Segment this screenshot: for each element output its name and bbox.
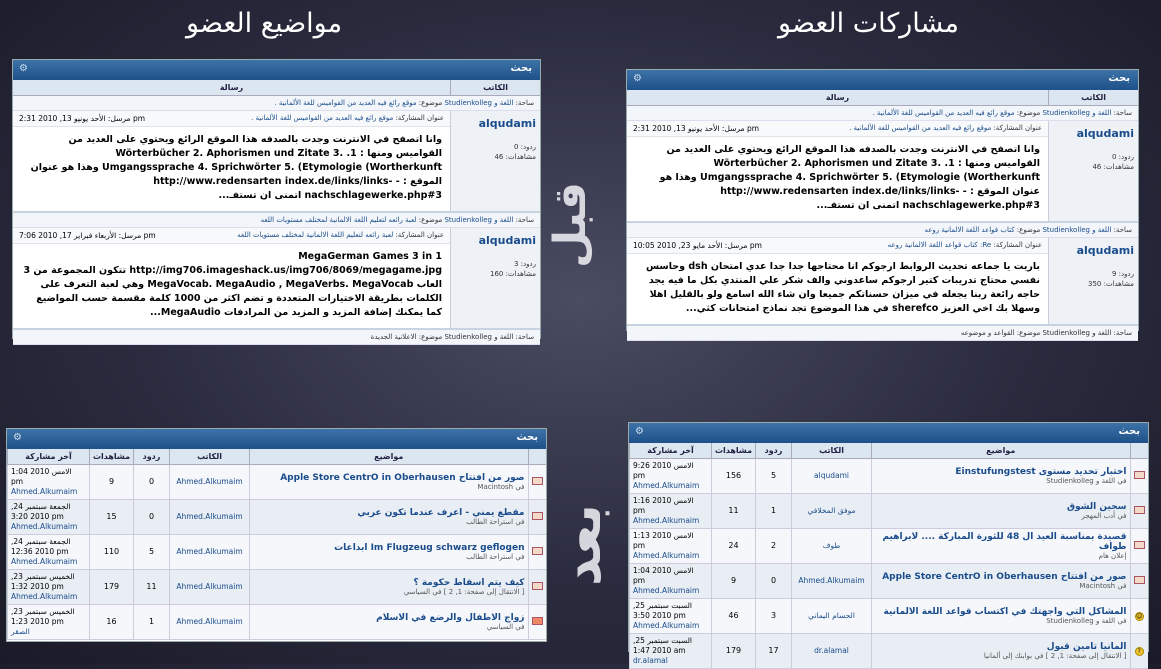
topic-cell [250,464,529,499]
posts-panel-right [626,69,1139,337]
replies-count: 1 [134,604,170,639]
table-header: الكاتب [170,449,250,464]
envelope-icon [1134,471,1145,479]
topic-icon-cell [528,569,546,604]
crumb-subject-link[interactable]: كتاب قواعد اللغة الالمانية روعه [924,226,1015,234]
last-post-date: السبت سبتمبر 25, 2010 1:47 am [633,635,692,655]
post-body [13,228,450,328]
post-meta [13,111,450,127]
topic-title-link[interactable]: المانيا تامين قبول [1046,641,1127,652]
replies-count: ردود: 3 [513,260,536,268]
views-count: 156 [712,458,756,493]
last-post-user-link[interactable]: Ahmed.Alkumaim [633,515,700,525]
col-message: رسالة [219,83,244,92]
post-crumb [13,213,540,228]
topic-author-link[interactable]: Ahmed.Alkumaim [170,534,250,569]
crumb-subject-label: موضوع: [1016,226,1041,234]
table-header: مشاهدات [712,443,756,458]
author-link[interactable]: alqudami [1076,244,1134,257]
post-author-cell [1048,238,1138,324]
topic-icon-cell [1130,528,1148,563]
post-title-link[interactable]: لعبة رائعه لتعليم اللغة الالمانية لمختلف مستويات اللغه [237,231,394,239]
crumb-subject-label: موضوع: [1016,109,1041,117]
crumb-prefix: ساحة: [1113,226,1132,234]
post-title-label: عنوان المشاركة: [993,241,1042,249]
topic-icon-cell [1130,633,1148,668]
last-post-date: الامس 2010 1:13 pm [633,530,694,550]
views-count: 110 [90,534,134,569]
replies-count: 0 [756,563,792,598]
last-post-user-link[interactable]: dr.alamal [633,655,668,665]
last-post-date: الخميس سبتمبر 23, 2010 1:23 pm [11,606,75,626]
crumb-subject-link[interactable]: موقع رائع فيه العديد من القواميس للغة الألمانية . [274,99,417,107]
panel-title: بحث [1108,73,1130,84]
topic-forum: [ الانتقال إلى صفحة: 1, 2 ] في السياسي [403,587,525,596]
views-count: مشاهدات: 46 [1092,163,1134,171]
post-crumb [627,223,1138,238]
author-link[interactable]: alqudami [478,234,536,247]
table-header: ردود [134,449,170,464]
replies-count: 3 [756,598,792,633]
table-header [1130,443,1148,458]
topic-title-link[interactable]: صور من افتتاح Apple Store CentrO in Oberhausen [280,472,525,483]
envelope-icon [1134,576,1145,584]
table-row [630,493,1149,528]
replies-count: 0 [134,464,170,499]
topic-icon-cell [1130,493,1148,528]
topic-title-link[interactable]: كيف يتم اسقاط حكومة ؟ [413,577,525,588]
post-title-label: عنوان المشاركة: [395,114,444,122]
last-post-cell [630,563,712,598]
post-date: مرسل: الأربعاء فبراير 17, 2010 7:06 pm [19,231,156,240]
last-post-date: الامس 2010 1:04 pm [11,466,72,486]
topic-title-link[interactable]: المشاكل التي واجهتك في اكتساب قواعد اللغة الالمانية [883,606,1127,617]
crumb-subject-label: موضوع: [418,216,443,224]
table-header: مواضيع [250,449,529,464]
posts-panel-left [12,59,541,339]
replies-count: 17 [756,633,792,668]
panel-title: بحث [1118,426,1140,437]
before-label: قبل [545,181,596,269]
last-post-cell [8,464,90,499]
gear-icon[interactable]: ⚙ [19,63,28,74]
topic-cell [872,493,1131,528]
post-text: باريت يا جماعه تحديث الروابط ارجوكم انا محتاجها جدا جدا عدي امتحان dsh وحاسس نفسي محتاج تدريبات كتير ارجوكم ساعدوني والف شكر علي المنتدي بكل ما فيه يجد حاجه رائعة ربنا يجعله في ميزان حسناتكم جميعا وان شاء الله اسامع ولو بالقليل اهلا وسهلا بك اخي العزيز sherefco في هذا الموضوع تجد نماذج امتحانات كثي... [645,261,1040,314]
topic-cell [872,633,1131,668]
replies-count: 5 [134,534,170,569]
topic-forum: [ الانتقال إلى صفحة: 1, 2 ] في بوابتك إلى ألمانيا [983,651,1127,660]
topic-cell [250,534,529,569]
topic-cell [872,563,1131,598]
post-title-link[interactable]: موقع رائع فيه العديد من القواميس للغة الألمانية . [849,124,992,132]
topic-cell [250,569,529,604]
topic-forum: في استراحة الطالب [466,552,525,561]
envelope-icon [1134,541,1145,549]
post-crumb [627,106,1138,121]
post-meta [627,238,1048,254]
table-header: ردود [756,443,792,458]
table-header: مواضيع [872,443,1131,458]
post-date: مرسل: الأحد يونيو 13, 2010 2:31 pm [19,114,146,123]
topic-author-link[interactable]: alqudami [792,458,872,493]
post-body [627,121,1048,221]
col-author: الكاتب [450,80,540,95]
post-title-link[interactable]: موقع رائع فيه العديد من القواميس للغة الألمانية . [251,114,394,122]
last-post-cell [630,598,712,633]
envelope-icon [532,512,543,520]
last-post-user-link[interactable]: Ahmed.Alkumaim [11,556,78,566]
views-count: مشاهدات: 160 [490,270,536,278]
table-row [8,464,547,499]
topic-forum: في Macintosh [477,482,525,491]
topic-cell [872,528,1131,563]
columns-header [13,80,540,96]
gear-icon[interactable]: ⚙ [635,426,644,437]
topic-forum: في أدب المهجر [1081,511,1127,520]
last-post-user-link[interactable]: Ahmed.Alkumaim [11,591,78,601]
post-crumb [13,96,540,111]
crumb-forum-link[interactable]: اللغة و Studienkolleg [444,99,514,107]
topic-forum: في اللغة و Studienkolleg [1046,476,1127,485]
post [13,111,540,213]
topic-author-link[interactable]: Ahmed.Alkumaim [792,563,872,598]
topic-cell [872,598,1131,633]
topic-author-link[interactable]: الحسام اليماني [792,598,872,633]
views-count: 24 [712,528,756,563]
crumb-prefix: ساحة: [515,216,534,224]
envelope-icon [532,547,543,555]
last-post-user-link[interactable]: Ahmed.Alkumaim [633,585,700,595]
topic-title-link[interactable]: صور من افتتاح Apple Store CentrO in Oberhausen [882,571,1127,582]
panel-title: بحث [510,63,532,74]
envelope-icon [532,582,543,590]
topic-title-link[interactable]: اختبار تحديد مستوى Einstufungstest [955,466,1127,477]
topic-icon-cell [528,604,546,639]
topic-forum: إعلان هام [1098,551,1127,560]
columns-header [627,90,1138,106]
views-count: 179 [90,569,134,604]
footer-crumb: ساحة: اللغة و Studienkolleg موضوع: الاعلانية الجديدة [13,330,540,345]
last-post-user-link[interactable]: Ahmed.Alkumaim [633,620,700,630]
last-post-date: الامس 2010 9:26 pm [633,460,694,480]
replies-count: 1 [756,493,792,528]
crumb-forum-link[interactable]: اللغة و Studienkolleg [1042,109,1112,117]
post-text: وانا اتصفح في الانترنت وجدت بالصدفه هذا الموقع الرائع ويحتوي على العديد من القواميس ومنها : 1. Wörterbücher 2. Aphorismen und Zitate 3. Umgangssprache 4. Sprichwörter 5. (Etymologie (Wortherkunft وهذا هو عنوان الموقع : - http://www.redensarten index.de/links/links-nachschlagewerke.php#3 اتمنى ان تستفـ... [30,134,442,201]
post-stats [455,142,536,162]
crumb-prefix: ساحة: [1113,109,1132,117]
post-date: مرسل: الأحد يونيو 13, 2010 2:31 pm [633,124,760,133]
post-stats [1053,269,1134,289]
post-meta [627,121,1048,137]
topic-cell [872,458,1131,493]
topic-icon-cell [528,499,546,534]
topic-cell [250,604,529,639]
author-link[interactable]: alqudami [478,117,536,130]
topics-panel-left [6,428,547,642]
topic-title-link[interactable]: قصيدة بمناسبة العيد ال 48 للثورة المباركة .... لابراهيم طواف [882,531,1127,552]
table-header: آخر مشاركة [8,449,90,464]
post-title [888,241,1042,250]
last-post-user-link[interactable]: Ahmed.Alkumaim [11,486,78,496]
topic-icon-cell [528,464,546,499]
replies-count: ردود: 9 [1111,270,1134,278]
panel-bar [629,423,1148,443]
crumb-subject-link[interactable]: لعبة رائعه لتعليم اللغة الالمانية لمختلف مستويات اللغه [260,216,417,224]
topic-cell [250,499,529,534]
topics-table [7,449,546,640]
replies-count: 11 [134,569,170,604]
panel-title: بحث [516,432,538,443]
views-count: مشاهدات: 46 [494,153,536,161]
envelope-icon [532,477,543,485]
question-icon: ? [1135,647,1144,656]
table-row [8,604,547,639]
post-author-cell [1048,121,1138,221]
views-count: 179 [712,633,756,668]
smiley-icon: ☺ [1136,612,1143,620]
crumb-subject-label: موضوع: [418,99,443,107]
topic-icon-cell [528,534,546,569]
topic-icon-cell [1130,598,1148,633]
topic-forum: في السياسي [486,622,525,631]
post-stats [455,259,536,279]
topic-author-link[interactable]: موفق المخلافي [792,493,872,528]
last-post-user-link[interactable]: الصقر [11,626,30,636]
right-title: مشاركات العضو [778,8,960,39]
last-post-date: الخميس سبتمبر 23, 2010 1:32 pm [11,571,75,591]
topics-panel-right [628,422,1149,665]
last-post-date: الجمعة سبتمبر 24, 2010 3:20 pm [11,501,71,521]
topic-author-link[interactable]: Ahmed.Alkumaim [170,499,250,534]
post-title [237,231,444,240]
table-row [8,499,547,534]
post-date: مرسل: الأحد مايو 23, 2010 10:05 pm [633,241,762,250]
last-post-cell [8,569,90,604]
post-text: MegaGerman Games 3 in 1 http://img706.imageshack.us/img706/8069/megagame.jpg تتكون المجموعة من 3 العاب MegaVocab. MegaAudio , MegaVerbs. MegaVocab وهي لعبة التعرف على الكلمات بطريقة الاختيارات المتعددة و تضم اكثر من 1000 كلمة مقسمة حسب المواضيع كما يمكنك إضافة المزيد و المزيد من المرادفات MegaAudio... [23,251,442,318]
topic-forum: في Macintosh [1079,581,1127,590]
last-post-cell [630,633,712,668]
last-post-date: الجمعة سبتمبر 24, 2010 12:36 pm [11,536,71,556]
views-count: 46 [712,598,756,633]
crumb-subject-link[interactable]: موقع رائع فيه العديد من القواميس للغة الألمانية . [872,109,1015,117]
post-body [13,111,450,211]
post-author-cell [450,228,540,328]
post [627,238,1138,326]
post-title-label: عنوان المشاركة: [395,231,444,239]
topic-author-link[interactable]: Ahmed.Alkumaim [170,464,250,499]
post-title-link[interactable]: Re: كتاب قواعد اللغة الالمانية روعه [887,241,992,249]
post-stats [1053,152,1134,172]
topic-author-link[interactable]: Ahmed.Alkumaim [170,569,250,604]
col-message: رسالة [825,93,850,102]
topic-title-link[interactable]: زواج الاطفال والرضع في الاسلام [376,612,525,623]
topic-forum: في اللغة و Studienkolleg [1046,616,1127,625]
table-row [630,528,1149,563]
replies-count: 2 [756,528,792,563]
panel-bar [7,429,546,449]
topic-title-link[interactable]: سجين الشوق [1066,501,1127,512]
panel-bar [13,60,540,80]
last-post-cell [630,528,712,563]
topic-title-link[interactable]: Im Flugzeug schwarz geflogen ابداعات [334,542,525,553]
table-row [8,534,547,569]
crumb-prefix: ساحة: [515,99,534,107]
views-count: 11 [712,493,756,528]
topic-icon-cell [1130,563,1148,598]
topic-author-link[interactable]: dr.alamal [792,633,872,668]
last-post-cell [630,458,712,493]
views-count: 16 [90,604,134,639]
topic-forum: في استراحة الطالب [466,517,525,526]
last-post-user-link[interactable]: Ahmed.Alkumaim [633,550,700,560]
table-row [630,563,1149,598]
last-post-cell [8,499,90,534]
col-author: الكاتب [1048,90,1138,105]
replies-count: 0 [134,499,170,534]
post-title-label: عنوان المشاركة: [993,124,1042,132]
post-title [849,124,1042,133]
table-header [528,449,546,464]
last-post-cell [630,493,712,528]
post-meta [13,228,450,244]
post-title [251,114,444,123]
last-post-date: الامس 2010 1:04 pm [633,565,694,585]
table-row [630,458,1149,493]
last-post-user-link[interactable]: Ahmed.Alkumaim [11,521,78,531]
topics-table [629,443,1148,669]
views-count: 9 [90,464,134,499]
table-header: مشاهدات [90,449,134,464]
last-post-cell [8,534,90,569]
last-post-date: الامس 2010 1:16 pm [633,495,694,515]
last-post-date: السبت سبتمبر 25, 2010 3:50 pm [633,600,692,620]
table-row [8,569,547,604]
post [627,121,1138,223]
topic-title-link[interactable]: مقطع يمني - اعرف عندما تكون عربي [357,507,525,518]
topic-author-link[interactable]: طوف [792,528,872,563]
topic-author-link[interactable]: Ahmed.Alkumaim [170,604,250,639]
gear-icon[interactable]: ⚙ [633,73,642,84]
replies-count: ردود: 0 [1111,153,1134,161]
post-body [627,238,1048,324]
views-count: مشاهدات: 350 [1088,280,1134,288]
crumb-forum-link[interactable]: اللغة و Studienkolleg [1042,226,1112,234]
table-header: الكاتب [792,443,872,458]
left-title: مواضيع العضو [186,8,343,39]
views-count: 9 [712,563,756,598]
crumb-forum-link[interactable]: اللغة و Studienkolleg [444,216,514,224]
topic-icon-cell [1130,458,1148,493]
post-author-cell [450,111,540,211]
panel-bar [627,70,1138,90]
replies-count: 5 [756,458,792,493]
after-label: بعد [550,504,613,586]
envelope-icon [1134,506,1145,514]
replies-count: ردود: 0 [513,143,536,151]
table-header: آخر مشاركة [630,443,712,458]
post-text: وانا اتصفح في الانترنت وجدت بالصدفه هذا الموقع الرائع ويحتوي على العديد من القواميس ومنها : 1. Wörterbücher 2. Aphorismen und Zitate 3. Umgangssprache 4. Sprichwörter 5. (Etymologie (Wortherkunft وهذا هو عنوان الموقع : - http://www.redensarten index.de/links/links-nachschlagewerke.php#3 اتمنى ان تستفـ... [659,144,1040,211]
views-count: 15 [90,499,134,534]
author-link[interactable]: alqudami [1076,127,1134,140]
envelope-icon [532,617,543,625]
gear-icon[interactable]: ⚙ [13,432,22,443]
last-post-cell [8,604,90,639]
last-post-user-link[interactable]: Ahmed.Alkumaim [633,480,700,490]
post [13,228,540,330]
table-row [630,633,1149,668]
table-row [630,598,1149,633]
footer-crumb: ساحة: اللغة و Studienkolleg موضوع: القواعد و موضوعه [627,326,1138,341]
